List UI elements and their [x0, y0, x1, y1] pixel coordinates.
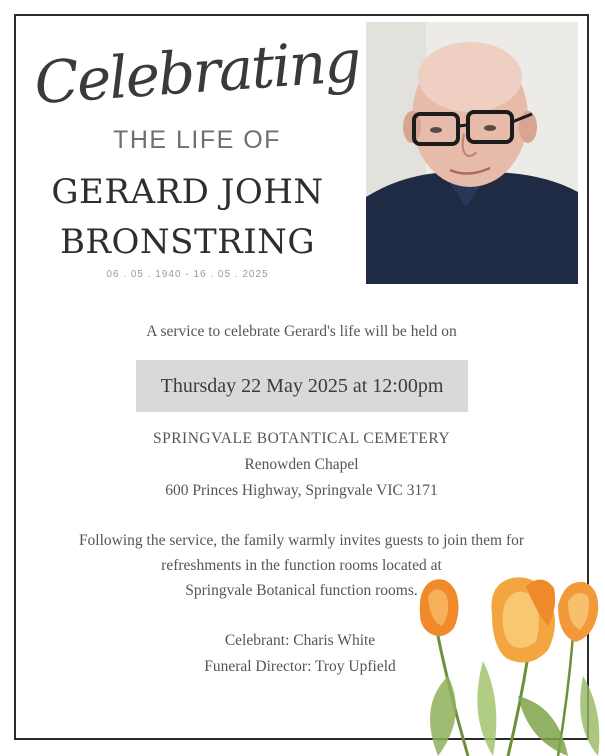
reception-text-line2: refreshments in the function rooms located at: [161, 557, 442, 574]
portrait-photo: [366, 22, 578, 284]
tulip-flowers-illustration: [408, 566, 604, 756]
deceased-name-line2: BRONSTRING: [59, 222, 316, 262]
funeral-director-text: Funeral Director: Troy Upfield: [204, 658, 396, 675]
life-of-heading: THE LIFE OF: [113, 126, 281, 154]
reception-text-line3: Springvale Botanical function rooms.: [185, 582, 418, 599]
script-title-text: Celebrating: [32, 26, 362, 118]
celebrant-text: Celebrant: Charis White: [224, 632, 376, 649]
venue-name: SPRINGVALE BOTANTICAL CEMETERY: [152, 430, 451, 447]
service-date-time: Thursday 22 May 2025 at 12:00pm: [136, 360, 468, 412]
venue-address: 600 Princes Highway, Springvale VIC 3171: [165, 482, 438, 499]
service-intro-text: A service to celebrate Gerard's life will be held on: [146, 323, 457, 340]
deceased-name-line1: GERARD JOHN: [51, 172, 324, 212]
chapel-name: Renowden Chapel: [244, 456, 359, 473]
celebrating-script-title: [32, 14, 362, 134]
reception-text-line1: Following the service, the family warmly invites guests to join them for: [78, 532, 525, 549]
life-dates: 06 . 05 . 1940 - 16 . 05 . 2025: [106, 269, 269, 280]
